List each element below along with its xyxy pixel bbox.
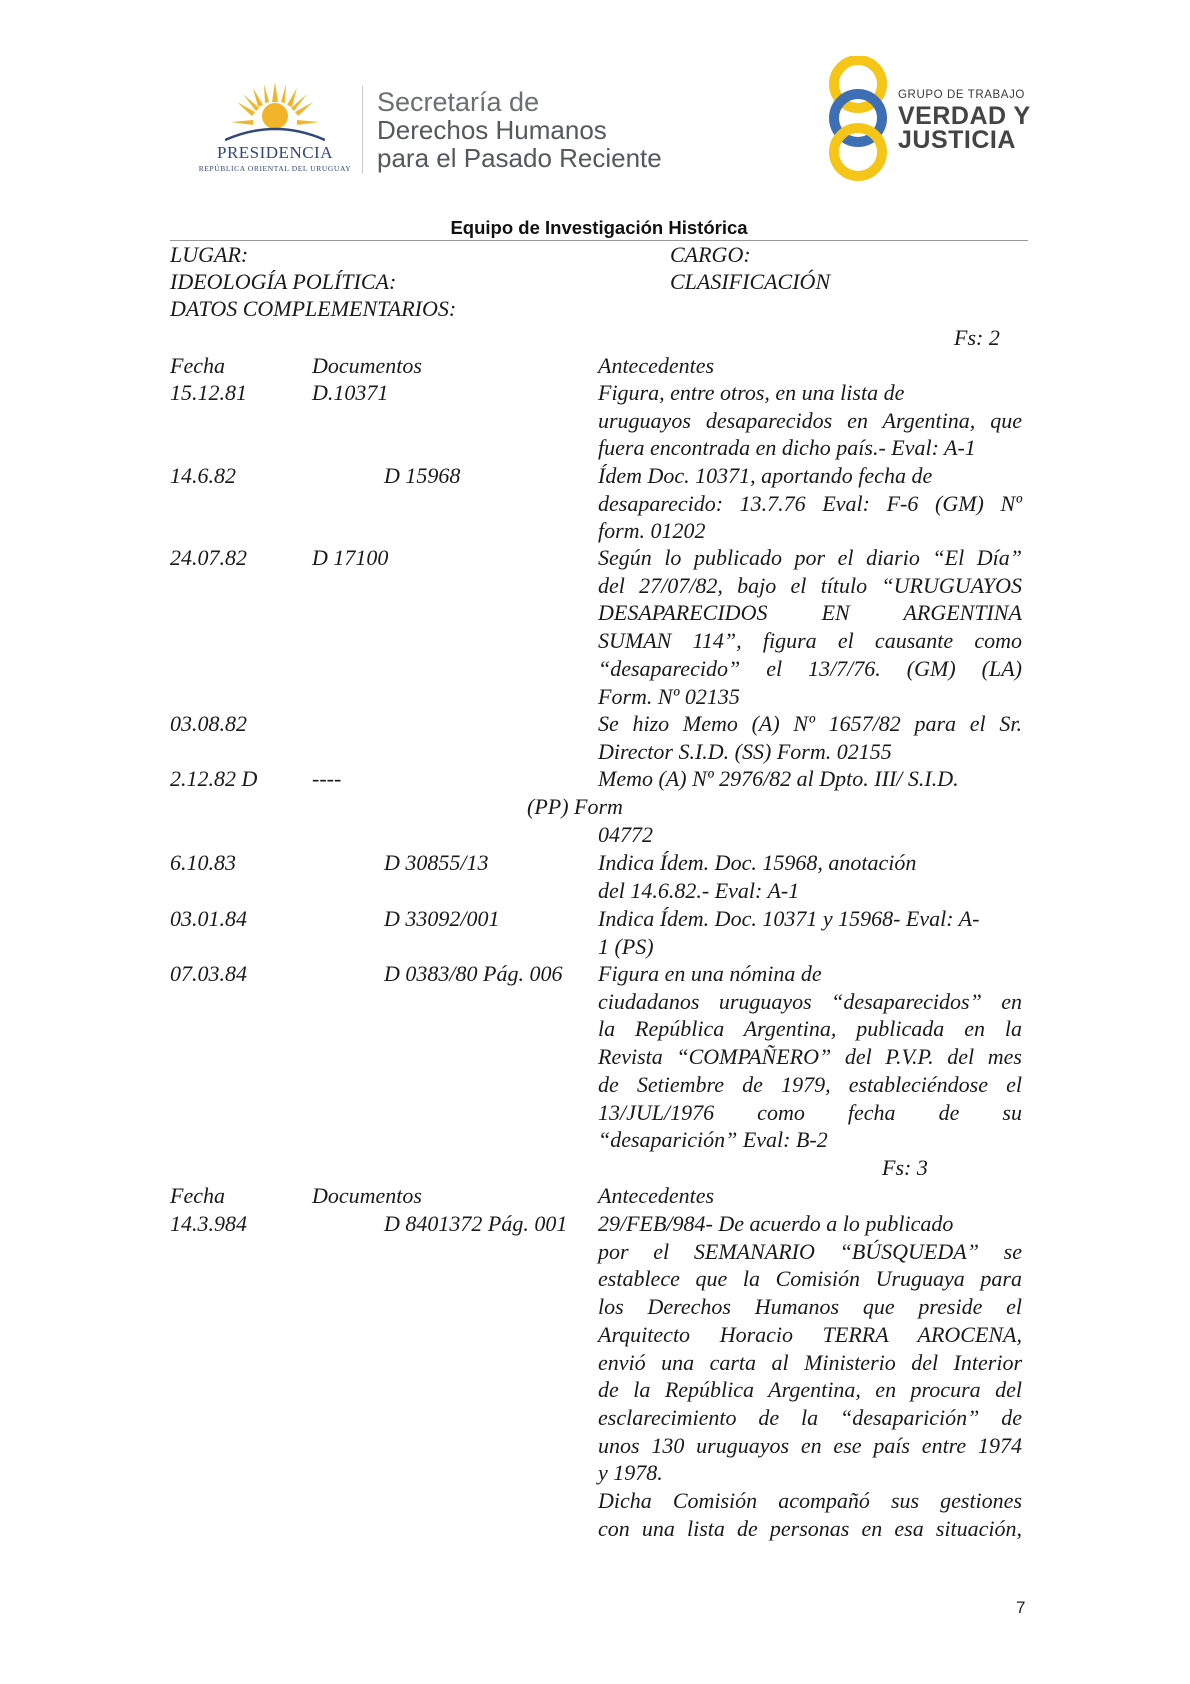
folio-fs3: Fs: 3	[882, 1155, 928, 1180]
row-documento: D 33092/001	[384, 906, 500, 931]
row-antecedentes: Memo (A) Nº 2976/82 al Dpto. III/ S.I.D.	[598, 766, 959, 791]
field-clasificacion: CLASIFICACIÓN	[670, 269, 831, 294]
text-line: form. 01202	[598, 518, 706, 544]
row-documento: D 8401372 Pág. 001	[384, 1211, 568, 1236]
row-antecedentes	[598, 544, 1022, 710]
text-line: “desaparecido” el 13/7/76. (GM) (LA)	[598, 655, 1022, 681]
row-fecha: 2.12.82 D	[170, 766, 258, 791]
header-antecedentes: Antecedentes	[598, 1183, 715, 1208]
row-antecedentes-cont: 04772	[598, 822, 653, 847]
row-antecedentes	[598, 905, 1022, 960]
row-fecha: 14.6.82	[170, 463, 236, 488]
text-line: SUMAN 114”, figura el causante como	[598, 628, 1022, 654]
field-ideologia: IDEOLOGÍA POLÍTICA:	[170, 269, 397, 294]
row-fecha: 14.3.984	[170, 1211, 247, 1236]
secretaria-logo-text	[377, 88, 662, 172]
row-fecha: 03.08.82	[170, 711, 247, 736]
text-line: Figura, entre otros, en una lista de	[598, 380, 905, 405]
text-line: uruguayos desaparecidos en Argentina, que	[598, 407, 1022, 433]
text-line: de la República Argentina, en procura del	[598, 1377, 1022, 1403]
text-line: del 27/07/82, bajo el título “URUGUAYOS	[598, 572, 1022, 598]
text-line: Figura en una nómina de	[598, 961, 822, 986]
row-documento: D 30855/13	[384, 850, 489, 875]
row-fecha: 24.07.82	[170, 545, 247, 570]
text-line: ciudadanos uruguayos “desaparecidos” en	[598, 988, 1022, 1014]
text-line: Arquitecto Horacio TERRA AROCENA,	[598, 1321, 1022, 1347]
header-documentos: Documentos	[312, 1183, 422, 1208]
presidencia-subtitle: REPÚBLICA ORIENTAL DEL URUGUAY	[198, 164, 352, 173]
field-lugar: LUGAR:	[170, 242, 249, 267]
row-documento: D 0383/80 Pág. 006	[384, 961, 563, 986]
text-line: Se hizo Memo (A) Nº 1657/82 para el Sr.	[598, 711, 1022, 736]
secretaria-line-1: Secretaría de	[377, 87, 540, 117]
logo-divider	[362, 86, 363, 174]
presidencia-name: PRESIDENCIA	[216, 143, 333, 162]
row-documento: D 15968	[384, 463, 461, 488]
field-datos: DATOS COMPLEMENTARIOS:	[170, 296, 457, 321]
text-line: Form. Nº 02135	[598, 683, 740, 709]
text-line: “desaparición” Eval: B-2	[598, 1127, 828, 1153]
row-documento: D 17100	[312, 545, 389, 570]
text-line: desaparecido: 13.7.76 Eval: F-6 (GM) Nº	[598, 490, 1022, 516]
linked-rings-icon	[822, 56, 894, 181]
text-line: los Derechos Humanos que preside el	[598, 1294, 1022, 1320]
text-line: Indica Ídem. Doc. 10371 y 15968- Eval: A-	[598, 906, 980, 931]
row-antecedentes	[598, 960, 1022, 1154]
justicia-label: JUSTICIA	[898, 126, 1016, 154]
row-antecedentes	[598, 462, 1022, 545]
text-line: del 14.6.82.- Eval: A-1	[598, 877, 800, 903]
secretaria-line-2: Derechos Humanos	[377, 115, 607, 145]
row-fecha: 03.01.84	[170, 906, 247, 931]
row-antecedentes-cont: (PP) Form	[527, 794, 623, 819]
presidencia-logo	[195, 80, 355, 180]
team-heading: Equipo de Investigación Histórica	[450, 217, 748, 238]
row-antecedentes	[598, 379, 1022, 462]
text-line: fuera encontrada en dicho país.- Eval: A-1	[598, 435, 976, 461]
text-line: Director S.I.D. (SS) Form. 02155	[598, 738, 892, 764]
text-line: Dicha Comisión acompañó sus gestiones	[598, 1488, 1022, 1514]
text-line: 29/FEB/984- De acuerdo a lo publicado	[598, 1211, 954, 1236]
folio-fs2: Fs: 2	[954, 325, 1000, 350]
header-fecha: Fecha	[170, 1183, 225, 1208]
header-fecha: Fecha	[170, 353, 225, 378]
text-line: envió una carta al Ministerio del Interior	[598, 1349, 1022, 1375]
heading-rule	[170, 240, 1028, 241]
text-line: por el SEMANARIO “BÚSQUEDA” se	[598, 1238, 1022, 1264]
text-line: DESAPARECIDOS EN ARGENTINA	[598, 600, 1022, 626]
text-line: esclarecimiento de la “desaparición” de	[598, 1404, 1022, 1430]
row-fecha: 15.12.81	[170, 380, 247, 405]
field-cargo: CARGO:	[670, 242, 751, 267]
text-line: 1 (PS)	[598, 933, 654, 959]
header-documentos: Documentos	[312, 353, 422, 378]
grupo-trabajo-label: GRUPO DE TRABAJO	[898, 89, 1025, 101]
row-documento: D.10371	[312, 380, 389, 405]
row-antecedentes	[598, 849, 1022, 904]
sun-emblem-icon	[225, 80, 325, 142]
text-line: 13/JUL/1976 como fecha de su	[598, 1099, 1022, 1125]
text-line: Revista “COMPAÑERO” del P.V.P. del mes	[598, 1044, 1022, 1070]
text-line: de Setiembre de 1979, estableciéndose el	[598, 1071, 1022, 1097]
row-antecedentes	[598, 710, 1022, 765]
row-documento: ----	[312, 766, 342, 791]
text-line: con una lista de personas en esa situación,	[598, 1515, 1022, 1541]
text-line: Indica Ídem. Doc. 15968, anotación	[598, 850, 917, 875]
row-fecha: 07.03.84	[170, 961, 247, 986]
secretaria-line-3: para el Pasado Reciente	[377, 143, 662, 173]
row-fecha: 6.10.83	[170, 850, 236, 875]
text-line: establece que la Comisión Uruguaya para	[598, 1266, 1022, 1292]
verdad-justicia-logo	[822, 56, 1037, 181]
text-line: unos 130 uruguayos en ese país entre 1974	[598, 1432, 1022, 1458]
text-line: la República Argentina, publicada en la	[598, 1016, 1022, 1042]
text-line: Según lo publicado por el diario “El Día”	[598, 545, 1022, 570]
page-number: 7	[1016, 1598, 1026, 1617]
header-antecedentes: Antecedentes	[598, 353, 715, 378]
text-line: y 1978.	[598, 1460, 663, 1486]
verdad-label: VERDAD Y	[898, 102, 1031, 130]
text-line: Ídem Doc. 10371, aportando fecha de	[598, 463, 933, 488]
row-antecedentes	[598, 1210, 1022, 1542]
